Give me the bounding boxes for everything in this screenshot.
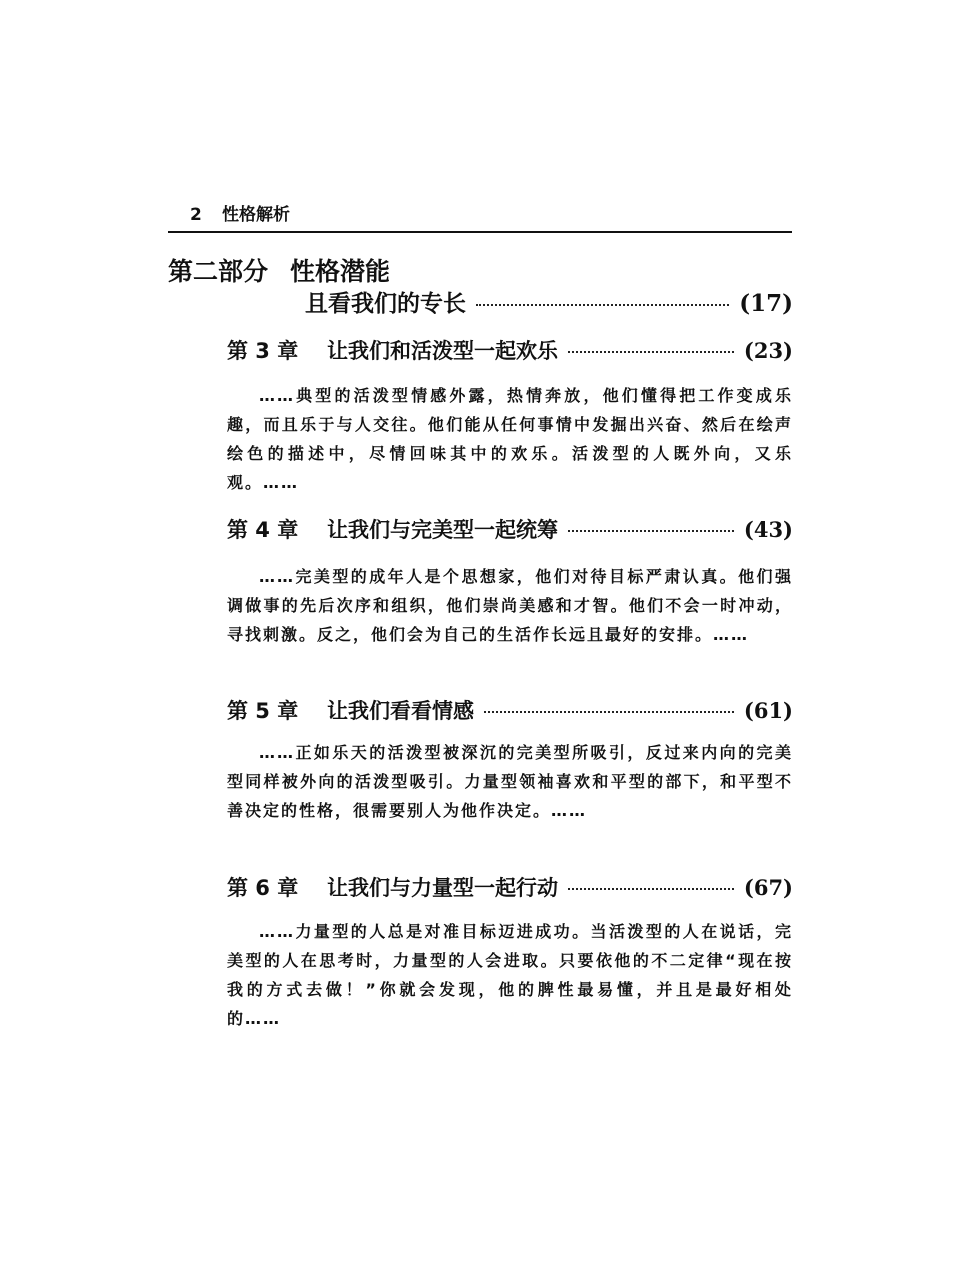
page-number: 2 [190,205,202,225]
chapter-summary: ……完美型的成年人是个思想家，他们对待目标严肃认真。他们强调做事的先后次序和组织，他们崇尚美感和才智。他们不会一时冲动，寻找刺激。反之，他们会为自己的生活作长远且最好的安排。…… [227,567,793,644]
chapter-label: 第 3 章 [227,339,299,363]
chapter-title: 让我们与力量型一起行动 [327,876,558,900]
chapter-page-number: (43) [743,517,793,542]
chapter-summary: ……典型的活泼型情感外露，热情奔放，他们懂得把工作变成乐趣，而且乐于与人交往。他们能从任何事情中发掘出兴奋、然后在绘声绘色的描述中，尽情回味其中的欢乐。活泼型的人既外向，又乐观。…… [227,386,793,492]
book-title: 性格解析 [222,205,290,225]
chapter-label: 第 5 章 [227,699,299,723]
toc-entry-part [305,285,793,318]
chapter-title: 让我们和活泼型一起欢乐 [327,339,558,363]
part-page-number: (17) [739,290,793,317]
leader-dots [568,351,734,353]
chapter-page-number: (23) [743,338,793,363]
chapter-page-number: (61) [743,698,793,723]
chapter-page-number: (67) [743,875,793,900]
leader-dots [568,888,734,890]
part-label: 第二部分 [168,257,269,286]
toc-entry-chapter-4 [227,514,793,544]
chapter-title: 让我们与完美型一起统筹 [327,518,558,542]
leader-dots [484,711,734,713]
chapter-summary: ……力量型的人总是对准目标迈进成功。当活泼型的人在说话，完美型的人在思考时，力量型的人会进取。只要依他的不二定律“现在按我的方式去做！”你就会发现，他的脾性最易懂，并且是最好相处的…… [227,922,793,1028]
leader-dots [568,530,734,532]
part-title: 性格潜能 [290,257,391,286]
header-rule [168,231,792,233]
leader-dots [476,304,729,306]
chapter-summary: ……正如乐天的活泼型被深沉的完美型所吸引，反过来内向的完美型同样被外向的活泼型吸引。力量型领袖喜欢和平型的部下，和平型不善决定的性格，很需要别人为他作决定。…… [227,743,793,820]
part-heading [168,252,390,288]
toc-entry-chapter-5 [227,695,793,725]
toc-entry-chapter-6 [227,872,793,902]
chapter-label: 第 4 章 [227,518,299,542]
toc-entry-chapter-3 [227,335,793,365]
running-header [190,200,290,225]
part-subtitle: 且看我们的专长 [305,291,466,317]
chapter-label: 第 6 章 [227,876,299,900]
chapter-title: 让我们看看情感 [327,699,474,723]
